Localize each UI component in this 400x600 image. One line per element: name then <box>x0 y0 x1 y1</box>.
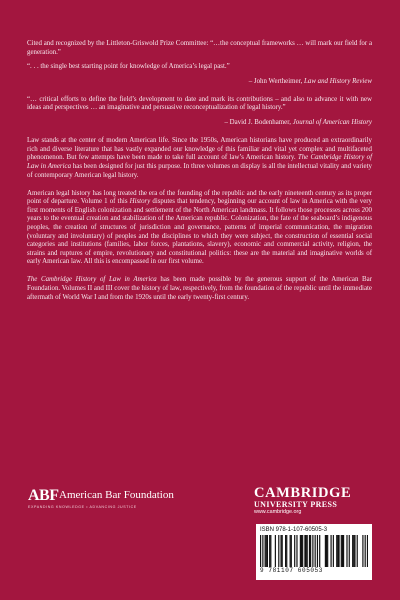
barcode-bar <box>307 535 308 567</box>
publisher-logo <box>254 486 372 516</box>
review-attribution-2: – David J. Bodenhamer, Journal of American History <box>224 119 372 127</box>
barcode-bar <box>262 535 263 567</box>
barcode-bar <box>309 535 310 567</box>
barcode-digits: 9 781107 605053 <box>260 567 324 574</box>
barcode-bar <box>325 535 326 567</box>
barcode-bar <box>275 535 276 567</box>
barcode-bar <box>326 535 327 567</box>
barcode-bar <box>319 535 320 567</box>
barcode-bar <box>265 535 266 567</box>
barcode-bar <box>352 535 353 567</box>
barcode-bar <box>310 535 311 567</box>
publisher-name: CAMBRIDGE <box>254 485 352 501</box>
abf-logo-name: American Bar Foundation <box>59 489 174 501</box>
barcode-bar <box>290 535 291 567</box>
abf-logo-mark: ABF <box>28 487 59 504</box>
barcode-bar <box>266 535 267 567</box>
barcode-bar <box>270 535 271 567</box>
barcode-bar <box>260 535 261 567</box>
barcode-bar <box>267 535 268 567</box>
barcode-bar <box>343 535 344 567</box>
barcode-bar <box>333 535 334 567</box>
barcode-bar <box>336 535 337 567</box>
barcode-bar <box>280 535 281 567</box>
barcode-bar <box>365 535 366 567</box>
barcode-bar <box>296 535 297 567</box>
barcode-bar <box>338 535 339 567</box>
barcode-bar <box>304 535 305 567</box>
barcode-bar <box>357 535 358 567</box>
barcode-bar <box>353 535 354 567</box>
barcode-bar <box>291 535 292 567</box>
barcode-bar <box>305 535 306 567</box>
review-quote-2: “… critical efforts to define the field’s development to date and mark its contributions – and also to advance it with new ideas and perspectives … an imaginative and persuasive reconceptualization of legal history.” <box>27 95 372 112</box>
barcode-bar <box>330 535 331 567</box>
barcode-bar <box>315 535 316 567</box>
isbn-barcode <box>256 524 372 580</box>
isbn-number: ISBN 978-1-107-60505-3 <box>260 527 328 533</box>
publisher-url: www.cambridge.org <box>254 509 302 515</box>
back-cover-text <box>27 40 372 312</box>
description-paragraph-3: The Cambridge History of Law in America has been made possible by the generous support of the American Bar Foundation. Volumes II and III cover the history of law, respectively, from the foundation of the republic until the immediate aftermath of World War I and from the 1920s until the early twenty-first century. <box>27 276 372 301</box>
barcode-bar <box>286 535 287 567</box>
barcode-bar <box>269 535 270 567</box>
barcode-bar <box>285 535 286 567</box>
barcode-bar <box>367 535 368 567</box>
barcode-bar <box>362 535 363 567</box>
abf-tagline: EXPANDING KNOWLEDGE • ADVANCING JUSTICE <box>28 505 137 509</box>
abf-logo <box>28 488 188 510</box>
barcode-bar <box>300 535 301 567</box>
barcode-bar <box>302 535 303 567</box>
barcode-bar <box>342 535 343 567</box>
barcode-bar <box>354 535 355 567</box>
barcode-bar <box>301 535 302 567</box>
barcode-bar <box>294 535 295 567</box>
review-attribution-1: – John Wertheimer, Law and History Review <box>248 77 372 85</box>
review-quote-1: “. . . the single best starting point for knowledge of America’s legal past.” <box>27 63 230 71</box>
barcode-bar <box>317 535 318 567</box>
description-paragraph-2: American legal history has long treated the era of the founding of the republic and the early nineteenth century as its proper point of departure. Volume 1 of this History disputes that tendency, beginning our account of law in America with the very first moments of English colonization and settlement of the North American landmass. It follows those processes across 200 years to the eventual creation and stabilization of the American republic. Colonization, the fate of the seaboard’s indigenous peoples, the creation of structures of jurisdiction and governance, patterns of imperial communication, the migration (voluntary and involuntary) of peoples and the disciplines to which they were subject, the construction of essential social categories and institutions (families, labor forces, plantations, slavery), economic and commercial activity, religion, the strains and ruptures of empire, revolutionary and constitutional politics: these are the material and imaginative worlds of early American law. All this is encompassed in our first volume. <box>27 189 372 266</box>
prize-quote: Cited and recognized by the Littleton-Griswold Prize Committee: “…the conceptual frameworks … will mark our field for a generation.” <box>27 40 372 56</box>
barcode-bar <box>312 535 313 567</box>
barcode-bar <box>327 535 328 567</box>
barcode-bar <box>349 535 350 567</box>
barcode-bar <box>337 535 338 567</box>
barcode-bar <box>278 535 279 567</box>
publisher-subname: UNIVERSITY PRESS <box>254 500 338 509</box>
barcode-bar <box>346 535 347 567</box>
description-paragraph-1: Law stands at the center of modern American life. Since the 1950s, American historians have produced an extraordinarily rich and diverse literature that has vastly expanded our knowledge of this familiar and vital yet complex and multifaceted phenomenon. But few attempts have been made to take full account of law’s American history. The Cambridge History of Law in America has been designed for just this purpose. In three volumes on display is all the intellectual vitality and variety of contemporary American legal history. <box>27 137 373 179</box>
barcode-bar <box>282 535 283 567</box>
barcode-bar <box>341 535 342 567</box>
barcode-bars <box>260 535 368 567</box>
